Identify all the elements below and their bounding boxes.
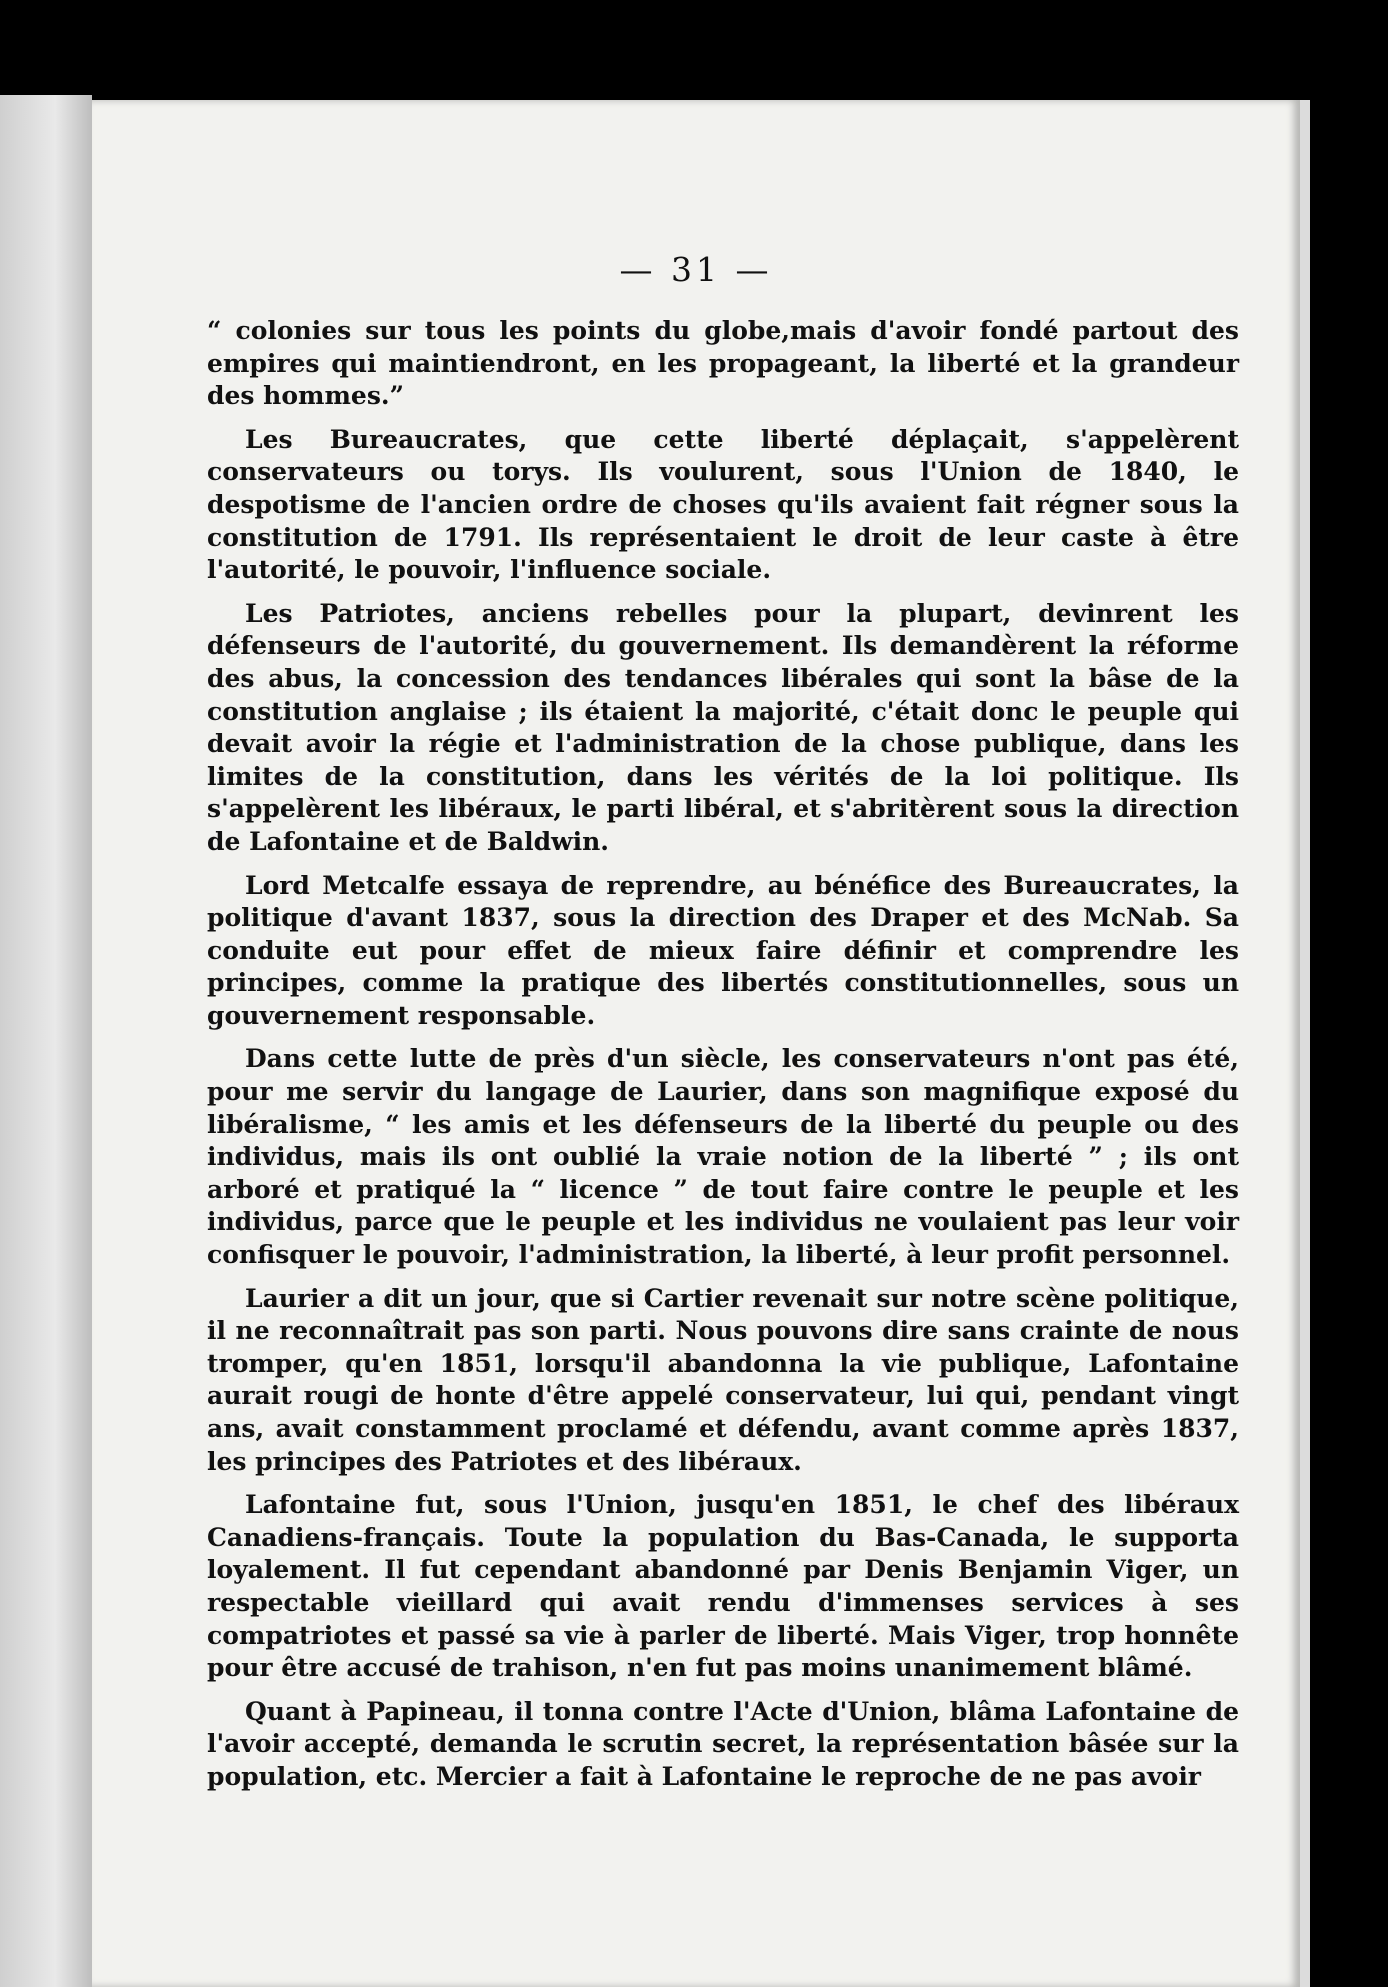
paragraph: Les Bureaucrates, que cette liberté déplaçait, s'appelèrent conservateurs ou torys. Ils voulurent, sous l'Union de 1840, le despotisme de l'ancien ordre de choses qu'ils avaient fait régner sous la constitution de 1791. Ils représentaient le droit de leur caste à être l'autorité, le pouvoir, l'influence sociale. [207,424,1239,585]
paragraph: Les Patriotes, anciens rebelles pour la plupart, devinrent les défenseurs de l'autorité, du gouvernement. Ils demandèrent la réforme des abus, la concession des tendances libérales qui sont la bâse de la constitution anglaise ; ils étaient la majorité, c'était donc le peuple qui devait avoir la régie et l'administration de la chose publique, dans les limites de la constitution, dans les vérités de la loi politique. Ils s'appelèrent les libéraux, le parti libéral, et s'abritèrent sous la direction de Lafontaine et de Baldwin. [207,598,1239,856]
page-edge [1300,100,1310,1987]
paragraph: Laurier a dit un jour, que si Cartier revenait sur notre scène politique, il ne reconnaîtrait pas son parti. Nous pouvons dire sans crainte de nous tromper, qu'en 1851, lorsqu'il abandonna la vie publique, Lafontaine aurait rougi de honte d'être appelé conservateur, lui qui, pendant vingt ans, avait constamment proclamé et défendu, avant comme après 1837, les principes des Patriotes et des libéraux. [207,1283,1239,1476]
paragraph: Quant à Papineau, il tonna contre l'Acte d'Union, blâma Lafontaine de l'avoir accepté, demanda le scrutin secret, la représentation bâsée sur la population, etc. Mercier a fait à Lafontaine le reproche de ne pas avoir [207,1696,1239,1791]
paragraph: Lord Metcalfe essaya de reprendre, au bénéfice des Bureaucrates, la politique d'avant 1837, sous la direction des Draper et des McNab. Sa conduite eut pour effet de mieux faire définir et comprendre les principes, comme la pratique des libertés constitutionnelles, sous un gouvernement responsable. [207,870,1239,1030]
paragraph: “ colonies sur tous les points du globe,mais d'avoir fondé partout des empires qui maintiendront, en les propageant, la liberté et la grandeur des hommes.” [207,316,1239,411]
page-body [207,315,1239,1805]
paragraph: Lafontaine fut, sous l'Union, jusqu'en 1851, le chef des libéraux Canadiens-français. Toute la population du Bas-Canada, le supporta loyalement. Il fut cependant abandonné par Denis Benjamin Viger, un respectable vieillard qui avait rendu d'immenses services à ses compatriotes et passé sa vie à parler de liberté. Mais Viger, trop honnête pour être accusé de trahison, n'en fut pas moins unanimement blâmé. [207,1490,1239,1683]
facing-page-edge [0,95,92,1987]
page-number: — 31 — [619,250,773,289]
book-page [92,100,1300,1987]
paragraph: Dans cette lutte de près d'un siècle, les conservateurs n'ont pas été, pour me servir du langage de Laurier, dans son magnifique exposé du libéralisme, “ les amis et les défenseurs de la liberté du peuple ou des individus, mais ils ont oublié la vraie notion de la liberté ” ; ils ont arboré et pratiqué la “ licence ” de tout faire contre le peuple et les individus, parce que le peuple et les individus ne voulaient pas leur voir confisquer le pouvoir, l'administration, la liberté, à leur profit personnel. [207,1044,1239,1270]
